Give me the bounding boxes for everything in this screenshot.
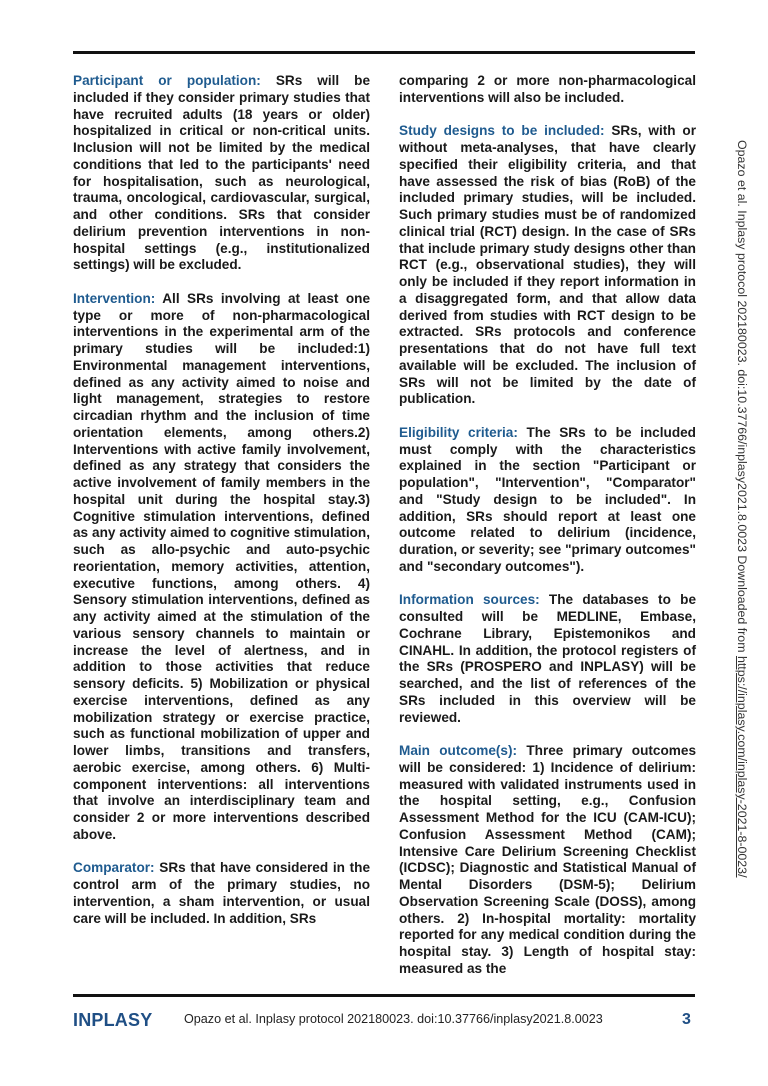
section-study-designs: [399, 123, 696, 408]
section-heading: Eligibility criteria:: [399, 424, 518, 440]
side-note-text: Opazo et al. Inplasy protocol 202180023. doi:10.37766/inplasy2021.8.0023 Downloaded from: [735, 140, 749, 656]
section-participant: [73, 73, 370, 274]
section-heading: Intervention:: [73, 290, 156, 306]
section-body: The SRs to be included must comply with the characteristics explained in the section "Participant or population", "Intervention", "Comparator" and "Study design to be included". In addition, SRs should report at least one outcome related to delirium (incidence, duration, or severity; see "primary outcomes" and "secondary outcomes").: [399, 424, 696, 574]
section-comparator-continued: [399, 73, 696, 107]
section-eligibility: [399, 425, 696, 576]
page-number: 3: [682, 1011, 691, 1028]
section-heading: Main outcome(s):: [399, 743, 518, 758]
section-heading: Study designs to be included:: [399, 123, 605, 139]
bottom-rule: [73, 994, 695, 997]
section-body: SRs will be included if they consider primary studies that have recruited adults (18 years or older) hospitalized in critical or non-critical units. Inclusion will not be limited by the medical conditions that led to the participants' need for hospitalisation, such as neurological, trauma, oncological, cardiovascular, surgical, and other conditions. SRs that consider delirium prevention interventions in non-hospital settings (e.g., institutionalized settings) will be excluded.: [73, 73, 371, 273]
footer-citation: Opazo et al. Inplasy protocol 202180023. doi:10.37766/inplasy2021.8.0023: [184, 1012, 603, 1026]
section-body: comparing 2 or more non-pharmacological interventions will also be included.: [399, 73, 696, 105]
section-body: SRs, with or without meta-analyses, that have clearly specified their eligibility criteria, and that have assessed the risk of bias (RoB) of the included primary studies, will be included. Such primary studies must be of randomized clinical trial (RCT) design. In the case of SRs that include primary study designs other than RCT (e.g., observational studies), they will only be included if they report information in a disaggregated form, and that allow data derived from studies with RCT design to be extracted. SRs protocols and conference presentations that do not have full text available will be excluded. The inclusion of SRs will not be limited by the date of publication.: [399, 123, 696, 407]
top-rule: [73, 51, 695, 54]
section-body: The databases to be consulted will be MEDLINE, Embase, Cochrane Library, Epistemonikos and CINAHL. In addition, the protocol registers of the SRs (PROSPERO and INPLASY) will be searched, and the list of references of the SRs included in this overview will be reviewed.: [399, 592, 696, 725]
section-comparator: [73, 860, 370, 927]
section-heading: Comparator:: [73, 860, 155, 876]
side-download-note: [735, 140, 749, 940]
download-link[interactable]: https://inplasy.com/inplasy-2021-8-0023/: [735, 655, 749, 878]
section-heading: Participant or population:: [73, 73, 261, 88]
section-information-sources: [399, 592, 696, 726]
footer-brand-logo: INPLASY: [73, 1010, 153, 1030]
section-body: All SRs involving at least one type or more of non-pharmacological interventions in the experimental arm of the primary studies will be included:1) Environmental management interventions, defined as any activity aimed to noise and light management, strategies to restore circadian rhythm and the inclusion of time orientation elements, among others.2) Interventions with active family involvement, defined as any strategy that considers the active involvement of family members in the hospital unit during the hospital stay.3) Cognitive stimulation interventions, defined as any activity aimed to cognitive stimulation, such as allo-psychic and auto-psychic reorientation, memory activities, attention, executive functions, among others. 4) Sensory stimulation interventions, defined as any activity aimed at the stimulation of the various sensory channels to maintain or increase the level of alertness, and in addition to those activities that reduce sensory deficits. 5) Mobilization or physical exercise interventions, defined as any mobilization strategy or exercise practice, such as functional mobilization of upper and lower limbs, transitions and transfers, aerobic exercise, among others. 6) Multi-component interventions: all interventions that involve an interdisciplinary team and consider 2 or more interventions described above.: [73, 290, 370, 842]
section-heading: Information sources:: [399, 592, 540, 608]
section-intervention: [73, 291, 370, 844]
section-body: Three primary outcomes will be considered: 1) Incidence of delirium: measured with validated instruments used in the hospital setting, e.g., Confusion Assessment Method for the ICU (CAM-ICU); Confusion Assessment Method (CAM); Intensive Care Delirium Screening Checklist (ICDSC); Diagnostic and Statistical Manual of Mental Disorders (DSM-5); Delirium Observation Screening Scale (DOSS), among others. 2) In-hospital mortality: mortality reported for any medical condition during the hospital stay. 3) Length of hospital stay: measured as the: [399, 743, 697, 976]
right-column: [399, 73, 696, 994]
left-column: [73, 73, 370, 944]
section-body: SRs that have considered in the control arm of the primary studies, no intervention, a sham intervention, or usual care will be included. In addition, SRs: [73, 860, 370, 926]
section-main-outcomes: [399, 743, 696, 978]
